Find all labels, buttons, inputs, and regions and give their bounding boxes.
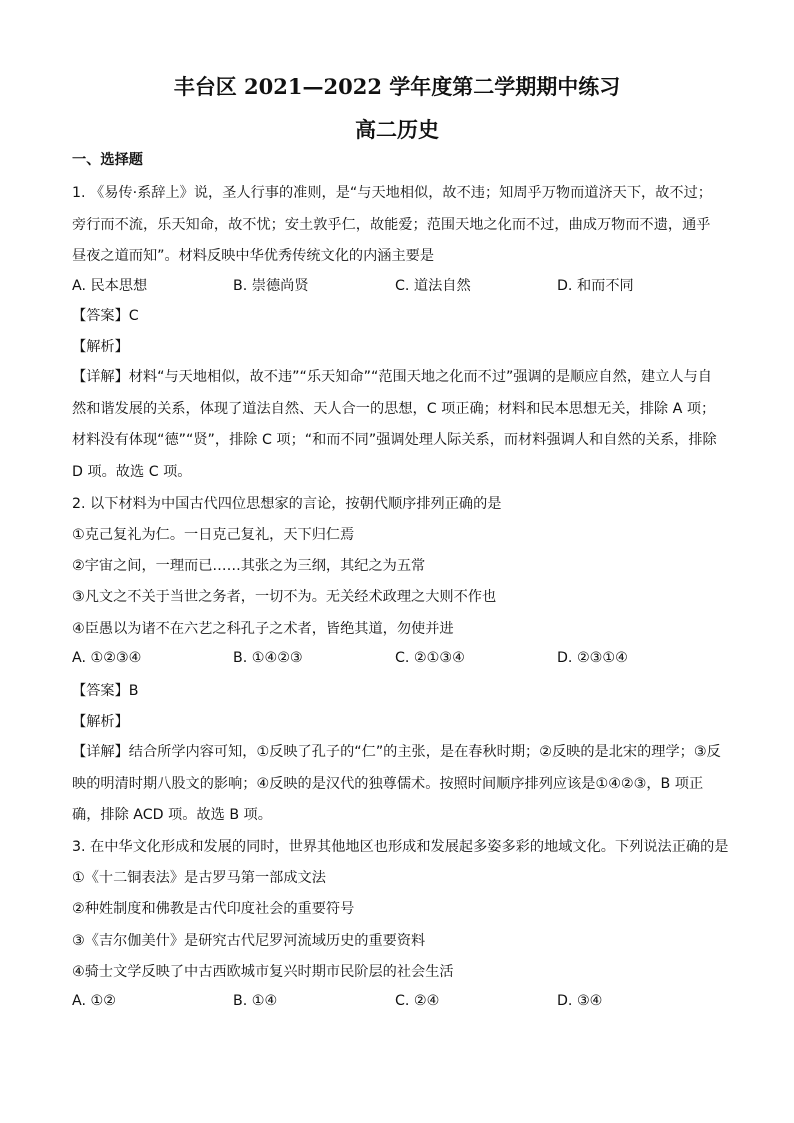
q2-option-b: B. ①④②③ <box>233 650 303 666</box>
q2-option-c: C. ②①③④ <box>395 650 465 666</box>
q1-answer: 【答案】C <box>72 308 139 324</box>
q1-option-b: B. 崇德尚贤 <box>233 278 309 294</box>
q3-options <box>72 993 722 1013</box>
q2-options <box>72 650 722 670</box>
q2-analysis-label: 【解析】 <box>72 714 129 730</box>
q2-answer: 【答案】B <box>72 683 139 699</box>
q2-option-a: A. ①②③④ <box>72 650 142 666</box>
q1-option-a: A. 民本思想 <box>72 278 148 294</box>
q1-option-c: C. 道法自然 <box>395 278 471 294</box>
q2-option-d: D. ②③①④ <box>557 650 628 666</box>
q3-option-c: C. ②④ <box>395 993 440 1009</box>
document-subtitle: 高二历史 <box>355 117 439 142</box>
q3-option-d: D. ③④ <box>557 993 603 1009</box>
q2-item-2: ②宇宙之间，一理而已……其张之为三纲，其纪之为五常 <box>72 558 426 574</box>
q1-detail: 【详解】材料“与天地相似，故不违”“乐天知命”“范围天地之化而不过”强调的是顺应自然，建立人与自然和谐发展的关系，体现了道法自然、天人合一的思想，C 项正确；材料和民本思想无关，排除 A 项；材料没有体现“德”“贤”，排除 C 项；“和而不同”强调处理人际关系，而材料强调人和自然的关系，排除 D 项。故选 C 项。 <box>72 369 717 480</box>
q2-item-3: ③凡文之不关于当世之务者，一切不为。无关经术政理之大则不作也 <box>72 589 497 605</box>
q1-analysis-label: 【解析】 <box>72 339 129 355</box>
q3-item-2: ②种姓制度和佛教是古代印度社会的重要符号 <box>72 901 355 917</box>
q1-options <box>72 275 722 295</box>
q1-stem: 1. 《易传·系辞上》说，圣人行事的准则，是“与天地相似，故不违；知周乎万物而道济天下，故不过；旁行而不流，乐天知命，故不忧；安土敦乎仁，故能爱；范围天地之化而不过，曲成万物而不遗，通乎昼夜之道而知”。材料反映中华优秀传统文化的内涵主要是 <box>72 185 712 264</box>
q2-item-4: ④臣愚以为诸不在六艺之科孔子之术者，皆绝其道，勿使并进 <box>72 621 454 637</box>
q3-item-3: ③《吉尔伽美什》是研究古代尼罗河流域历史的重要资料 <box>72 933 426 949</box>
q3-item-1: ①《十二铜表法》是古罗马第一部成文法 <box>72 870 326 886</box>
q3-item-4: ④骑士文学反映了中古西欧城市复兴时期市民阶层的社会生活 <box>72 964 454 980</box>
q3-option-b: B. ①④ <box>233 993 278 1009</box>
document-title: 丰台区 2021—2022 学年度第二学期期中练习 <box>173 74 621 99</box>
q2-detail: 【详解】结合所学内容可知，①反映了孔子的“仁”的主张，是在春秋时期；②反映的是北宋的理学；③反映的明清时期八股文的影响；④反映的是汉代的独尊儒术。按照时间顺序排列应该是①④②③，B 项正确，排除 ACD 项。故选 B 项。 <box>72 744 721 823</box>
q2-item-1: ①克己复礼为仁。一日克己复礼，天下归仁焉 <box>72 527 355 543</box>
section-heading: 一、选择题 <box>72 152 143 168</box>
q1-option-d: D. 和而不同 <box>557 278 634 294</box>
q3-stem: 3. 在中华文化形成和发展的同时，世界其他地区也形成和发展起多姿多彩的地域文化。下列说法正确的是 <box>72 839 729 855</box>
q2-stem: 2. 以下材料为中国古代四位思想家的言论，按朝代顺序排列正确的是 <box>72 496 502 512</box>
q3-option-a: A. ①② <box>72 993 116 1009</box>
